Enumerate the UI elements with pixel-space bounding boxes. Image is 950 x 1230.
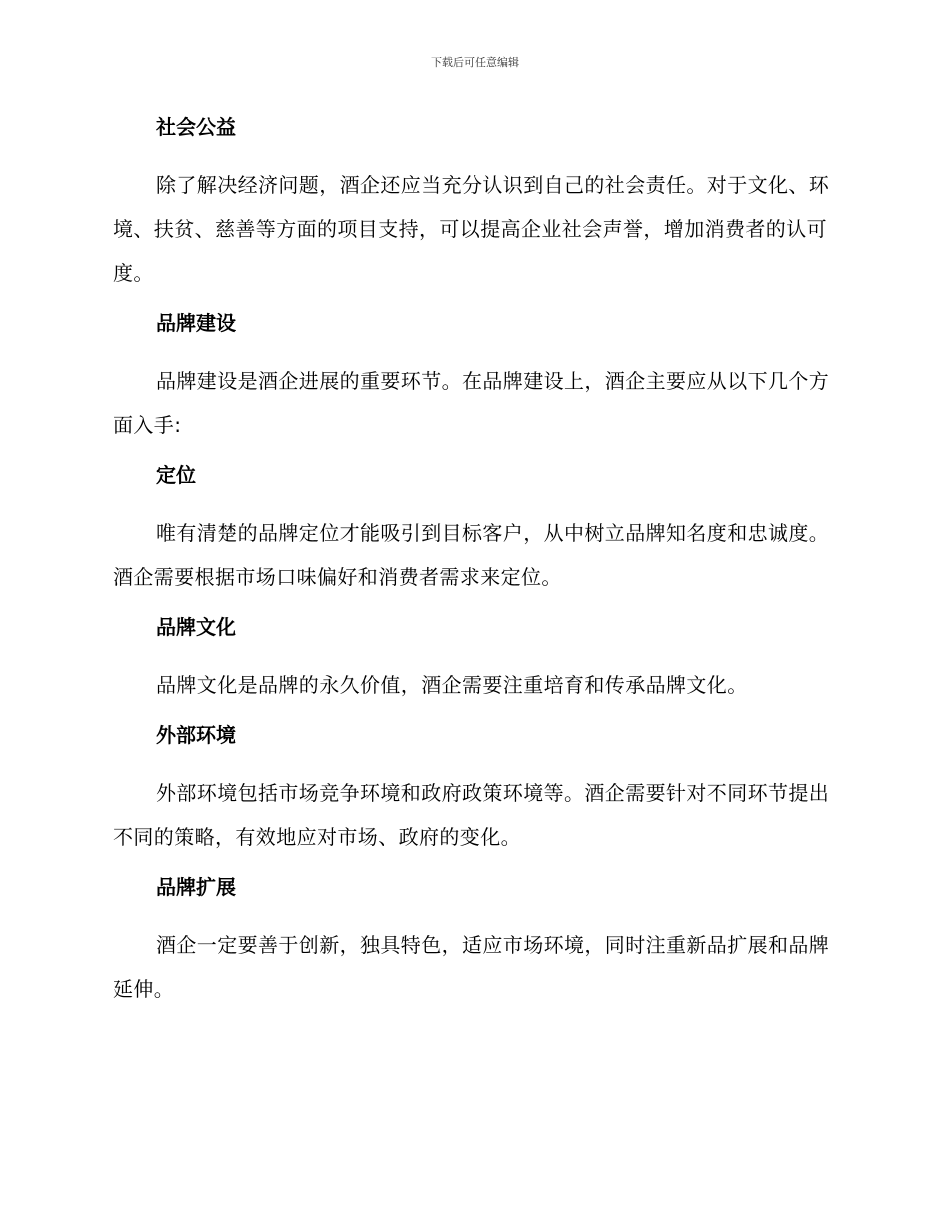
section-paragraph-social-welfare: 除了解决经济问题，酒企还应当充分认识到自己的社会责任。对于文化、环境、扶贫、慈善等方面的项目支持，可以提高企业社会声誉，增加消费者的认可度。 bbox=[113, 173, 830, 285]
section-paragraph-brand-expansion: 酒企一定要善于创新，独具特色，适应市场环境，同时注重新品扩展和品牌延伸。 bbox=[113, 933, 830, 1001]
section-heading-external-environment: 外部环境 bbox=[156, 723, 236, 747]
section-heading-brand-building: 品牌建设 bbox=[156, 311, 236, 335]
section-paragraph-brand-culture: 品牌文化是品牌的永久价值，酒企需要注重培育和传承品牌文化。 bbox=[156, 673, 748, 697]
section-paragraph-brand-building: 品牌建设是酒企进展的重要环节。在品牌建设上，酒企主要应从以下几个方面入手: bbox=[113, 369, 830, 437]
section-heading-brand-culture: 品牌文化 bbox=[156, 615, 236, 639]
section-heading-social-welfare: 社会公益 bbox=[156, 115, 236, 139]
section-paragraph-positioning: 唯有清楚的品牌定位才能吸引到目标客户，从中树立品牌知名度和忠诚度。酒企需要根据市场口味偏好和消费者需求来定位。 bbox=[113, 521, 830, 589]
document-body bbox=[113, 112, 831, 1024]
section-heading-positioning: 定位 bbox=[156, 463, 196, 487]
section-paragraph-external-environment: 外部环境包括市场竞争环境和政府政策环境等。酒企需要针对不同环节提出不同的策略，有效地应对市场、政府的变化。 bbox=[113, 781, 830, 849]
page-header: 下载后可任意编辑 bbox=[431, 56, 519, 69]
section-heading-brand-expansion: 品牌扩展 bbox=[156, 875, 236, 899]
